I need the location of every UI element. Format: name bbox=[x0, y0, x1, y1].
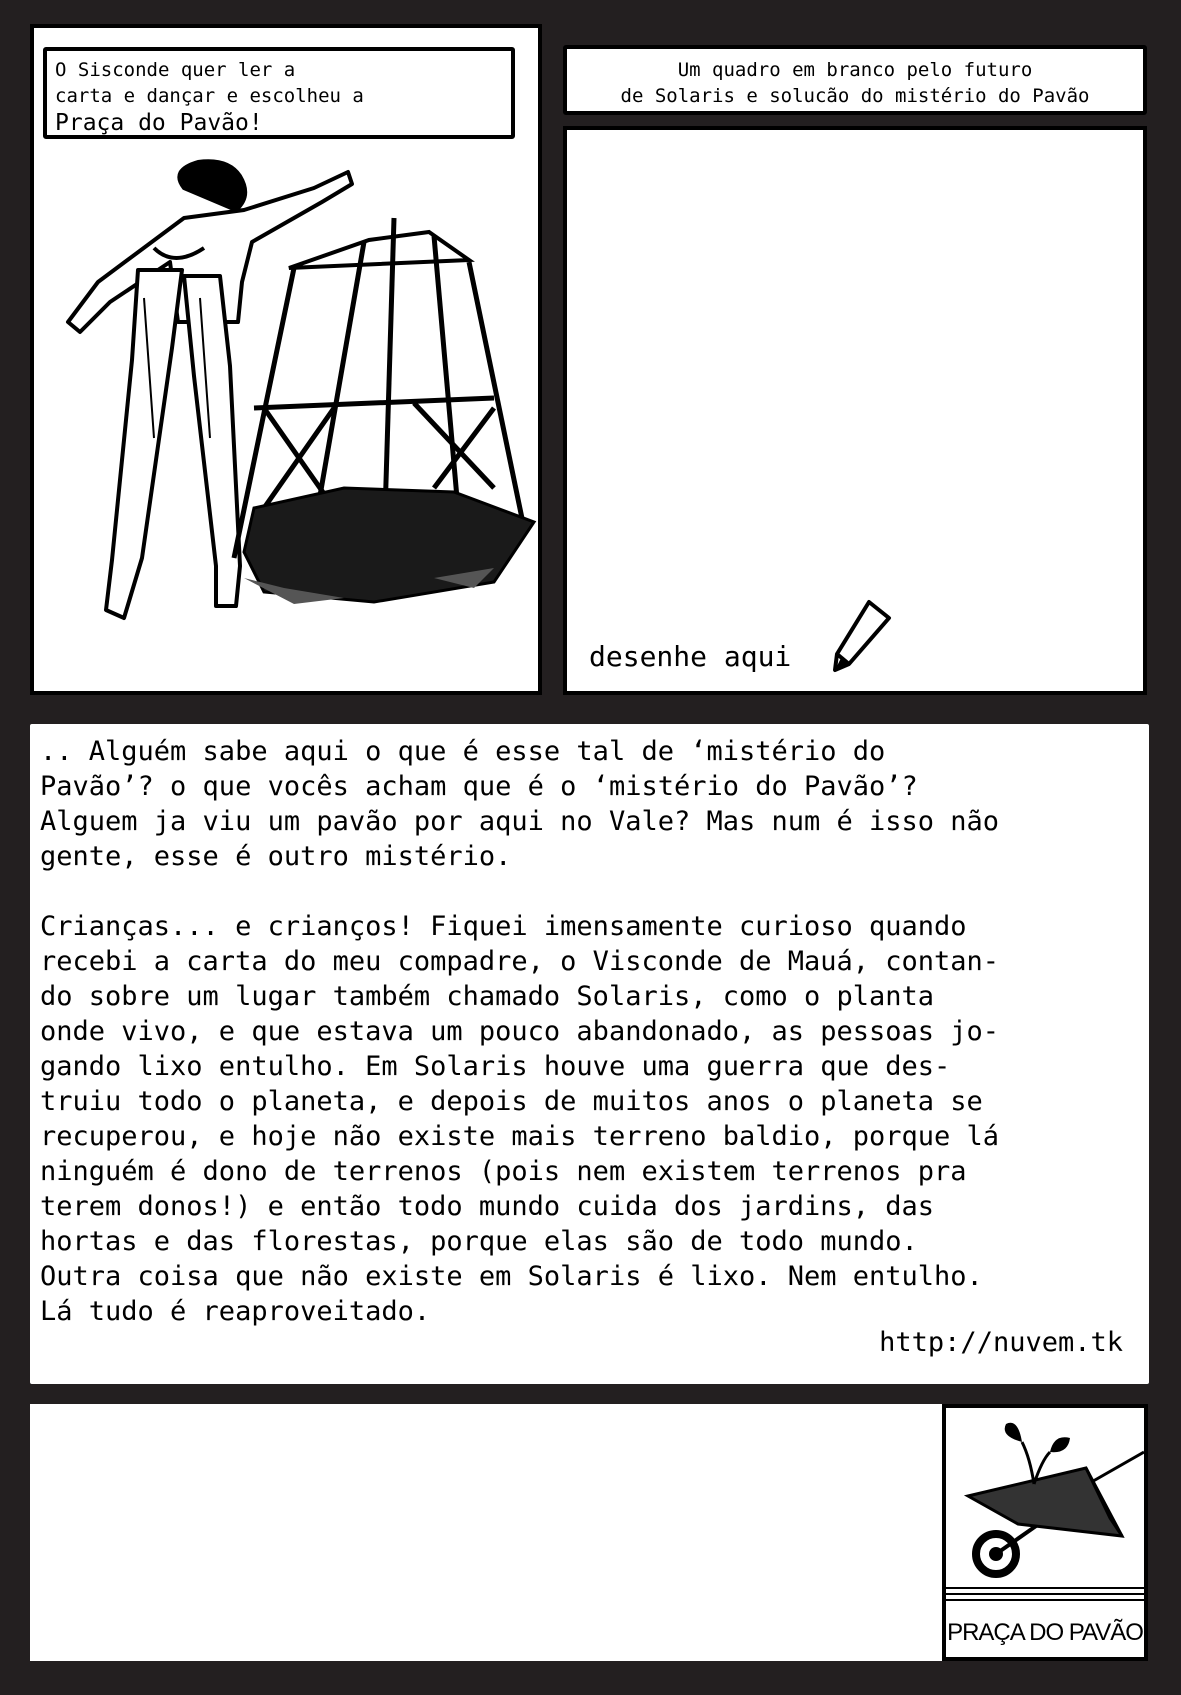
pencil-icon bbox=[829, 598, 893, 674]
story-paragraph: .. Alguém sabe aqui o que é esse tal de ‘mistério do Pavão’? o que vocês acham que é o ‘mistério do Pavão’? Alguem ja viu um pavão por aqui no Vale? Mas num é isso não gente, esse é outro mistério. bbox=[40, 736, 1000, 872]
illustration-panel bbox=[30, 24, 542, 695]
title-line: Um quadro em branco pelo futuro bbox=[677, 59, 1033, 81]
caption-line: Praça do Pavão! bbox=[55, 110, 263, 136]
drawing-area[interactable] bbox=[563, 126, 1147, 695]
caption-box bbox=[43, 47, 515, 139]
caption-line: carta e dançar e escolheu a bbox=[55, 85, 364, 107]
website-url[interactable]: http://nuvem.tk bbox=[879, 1327, 1123, 1358]
logo-label: PRAÇA DO PAVÃO bbox=[947, 1619, 1143, 1646]
drawing-title-box bbox=[563, 45, 1147, 115]
story-paragraph: Crianças... e crianços! Fiquei imensamente curioso quando recebi a carta do meu compadre, o Visconde de Mauá, contan- do sobre um lugar também chamado Solaris, como o planta onde vivo, e que estava um pouco abandonado, as pessoas jo- gando lixo entulho. Em Solaris houve uma guerra que des- truiu todo o planeta, e depois de muitos anos o planeta se recuperou, e hoje não existe mais terreno baldio, porque lá ninguém é dono de terrenos (pois nem existem terrenos pra terem donos!) e então todo mundo cuida dos jardins, das hortas e das florestas, porque elas são de todo mundo. Outra coisa que não existe em Solaris é lixo. Nem entulho. Lá tudo é reaproveitado. bbox=[40, 911, 1000, 1327]
title-line: de Solaris e solucão do mistério do Pavão bbox=[620, 85, 1090, 107]
draw-here-label: desenhe aqui bbox=[589, 640, 792, 673]
wheelbarrow-icon bbox=[946, 1408, 1144, 1608]
caption-line: O Sisconde quer ler a bbox=[55, 59, 296, 81]
tower-ground-base bbox=[244, 488, 534, 602]
logo-panel bbox=[942, 1404, 1148, 1661]
story-text bbox=[40, 734, 1127, 1329]
story-panel bbox=[30, 724, 1149, 1384]
blank-panel bbox=[30, 1404, 942, 1661]
stilt-walker-and-tower-illustration bbox=[34, 158, 538, 678]
